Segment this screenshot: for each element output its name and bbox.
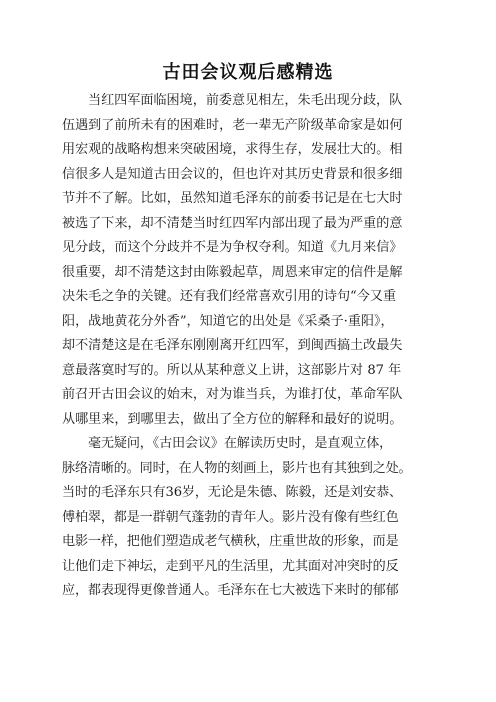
text-line: 用宏观的战略构想来突破困境，求得生存，发展壮大的。相 [62,142,403,157]
text-line: 当红四军面临困境，前委意见相左，朱毛出现分歧，队 [88,93,403,108]
text-line: 节并不了解。比如，虽然知道毛泽东的前委书记是在七大时 [62,191,403,206]
paragraph [62,89,434,432]
text-line: 傅柏翠，都是一群朝气蓬勃的青年人。影片没有像有些红色 [62,509,399,525]
text-line: 电影一样，把他们塑造成老气横秋，庄重世故的形象，而是 [62,534,399,549]
text-line: 前召开古田会议的始末，对为谁当兵，为谁打仗，革命军队 [62,387,403,402]
document-body [62,89,434,604]
text-line: 意最落寞时写的。所以从某种意义上讲，这部影片对 87 年 [62,362,402,378]
text-line: 让他们走下神坛，走到平凡的生活里，尤其面对冲突时的反 [62,558,399,574]
text-line: 应，都表现得更像普通人。毛泽东在七大被选下来时的郁郁 [62,583,399,598]
text-line: 阳，战地黄花分外香”，知道它的出处是《采桑子·重阳》， [62,313,394,329]
text-line: 伍遇到了前所未有的困难时，老一辈无产阶级革命家是如何 [62,117,403,133]
document-title: 古田会议观后感精选 [162,62,334,83]
text-line: 当时的毛泽东只有36岁，无论是朱德、陈毅，还是刘安恭、 [62,485,402,500]
text-line: 却不清楚这是在毛泽东刚刚离开红四军，到闽西搞土改最失 [62,338,403,353]
text-line: 很重要，却不清楚这封由陈毅起草，周恩来审定的信件是解 [62,264,403,280]
text-line: 见分歧，而这个分歧并不是为争权夺利。知道《九月来信》 [62,240,403,255]
text-line: 决朱毛之争的关键。还有我们经常喜欢引用的诗句“今又重 [62,289,397,304]
text-line: 脉络清晰的。同时，在人物的刻画上，影片也有其独到之处。 [62,460,412,476]
text-line: 被选了下来，却不清楚当时红四军内部出现了最为严重的意 [62,215,403,231]
paragraph [62,432,434,604]
text-line: 从哪里来，到哪里去，做出了全方位的解释和最好的说明。 [62,411,403,427]
text-line: 信很多人是知道古田会议的，但也许对其历史背景和很多细 [62,166,403,182]
text-line: 毫无疑问，《古田会议》在解读历史时，是直观立体， [88,436,393,451]
